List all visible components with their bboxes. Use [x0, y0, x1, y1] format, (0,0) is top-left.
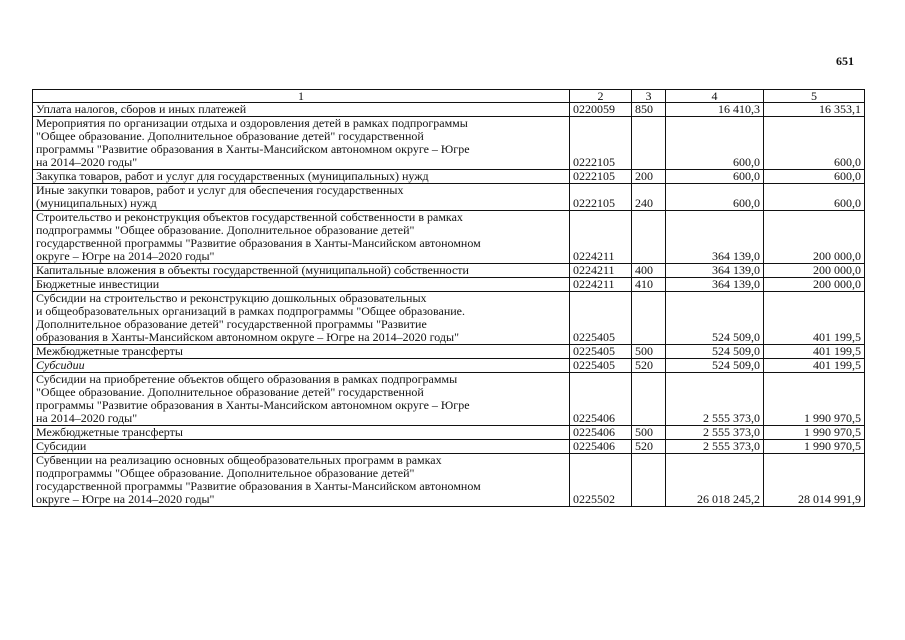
- cell-expense-type-text: 200: [635, 169, 653, 183]
- cell-description-text: Субвенции на реализацию основных общеобразовательных программ в рамках подпрограммы "Общее образование. Дополнительное образование детей" государственной программы "Развитие образования в Ханты-Мансийском автономном округе – Югре на 2014–2020 годы": [36, 453, 481, 506]
- cell-amount-5-text: 401 199,5: [813, 358, 861, 372]
- table-row: [33, 170, 865, 184]
- cell-description: [33, 103, 570, 117]
- cell-expense-type: [632, 103, 666, 117]
- budget-table: [32, 89, 865, 507]
- cell-description-text: Межбюджетные трансферты: [36, 344, 183, 358]
- cell-target-code: [570, 454, 632, 507]
- cell-expense-type: [632, 170, 666, 184]
- page-number: 651: [836, 54, 854, 68]
- cell-amount-5-text: 401 199,5: [813, 344, 861, 358]
- table-row: [33, 373, 865, 426]
- cell-description-text: Закупка товаров, работ и услуг для государственных (муниципальных) нужд: [36, 169, 429, 183]
- cell-description: [33, 440, 570, 454]
- cell-amount-5-text: 200 000,0: [813, 249, 861, 263]
- cell-description: [33, 184, 570, 211]
- cell-amount-4-text: 2 555 373,0: [703, 439, 760, 453]
- cell-amount-5-text: 600,0: [834, 155, 861, 169]
- table-row: [33, 211, 865, 264]
- cell-description-text: Субсидии на приобретение объектов общего образования в рамках подпрограммы "Общее образование. Дополнительное образование детей" государственной программы "Развитие образования в Ханты-Мансийском автономном округе – Югре на 2014–2020 годы": [36, 372, 470, 425]
- cell-description: [33, 117, 570, 170]
- cell-description: [33, 426, 570, 440]
- cell-target-code-text: 0225406: [573, 411, 615, 425]
- cell-target-code: [570, 170, 632, 184]
- cell-expense-type-text: 500: [635, 344, 653, 358]
- cell-expense-type-text: 400: [635, 263, 653, 277]
- cell-amount-5: [764, 292, 865, 345]
- cell-description: [33, 211, 570, 264]
- cell-amount-5: [764, 103, 865, 117]
- cell-target-code-text: 0225405: [573, 344, 615, 358]
- cell-expense-type-text: 240: [635, 196, 653, 210]
- cell-expense-type: [632, 184, 666, 211]
- cell-amount-4-text: 26 018 245,2: [697, 492, 760, 506]
- cell-expense-type-text: 500: [635, 425, 653, 439]
- table-row: [33, 184, 865, 211]
- cell-target-code-text: 0222105: [573, 196, 615, 210]
- cell-amount-4-text: 524 509,0: [712, 344, 760, 358]
- cell-description-text: Межбюджетные трансферты: [36, 425, 183, 439]
- cell-target-code-text: 0224211: [573, 263, 615, 277]
- cell-description-text: Субсидии: [36, 358, 85, 372]
- cell-target-code: [570, 103, 632, 117]
- cell-amount-5: [764, 184, 865, 211]
- cell-expense-type: [632, 278, 666, 292]
- col-header-code: 2: [570, 90, 632, 103]
- cell-amount-5-text: 200 000,0: [813, 277, 861, 291]
- col-header-amount-5: 5: [764, 90, 865, 103]
- cell-amount-4: [666, 264, 764, 278]
- cell-target-code: [570, 184, 632, 211]
- cell-amount-5-text: 600,0: [834, 169, 861, 183]
- cell-amount-5-text: 1 990 970,5: [804, 439, 861, 453]
- cell-target-code-text: 0225405: [573, 330, 615, 344]
- cell-description: [33, 454, 570, 507]
- cell-expense-type-text: 410: [635, 277, 653, 291]
- cell-expense-type: [632, 359, 666, 373]
- cell-expense-type: [632, 440, 666, 454]
- cell-amount-5-text: 401 199,5: [813, 330, 861, 344]
- table-row: [33, 440, 865, 454]
- cell-amount-4: [666, 440, 764, 454]
- cell-amount-4: [666, 359, 764, 373]
- cell-description: [33, 345, 570, 359]
- cell-amount-5: [764, 440, 865, 454]
- cell-target-code-text: 0225406: [573, 425, 615, 439]
- cell-amount-4: [666, 373, 764, 426]
- cell-amount-5-text: 1 990 970,5: [804, 411, 861, 425]
- cell-description-text: Уплата налогов, сборов и иных платежей: [36, 102, 247, 116]
- cell-description-text: Субсидии на строительство и реконструкцию дошкольных образовательных и общеобразовательных организаций в рамках подпрограммы "Общее образование. Дополнительное образование детей" государственной программы "Развитие образования в Ханты-Мансийском автономном округе – Югре на 2014–2020 годы": [36, 291, 465, 344]
- cell-target-code: [570, 211, 632, 264]
- cell-target-code-text: 0224211: [573, 249, 615, 263]
- cell-amount-5: [764, 359, 865, 373]
- cell-amount-4: [666, 278, 764, 292]
- cell-amount-4: [666, 345, 764, 359]
- cell-description: [33, 292, 570, 345]
- table-row: [33, 359, 865, 373]
- table-row: [33, 292, 865, 345]
- cell-target-code-text: 0225406: [573, 439, 615, 453]
- cell-expense-type: [632, 454, 666, 507]
- cell-target-code: [570, 345, 632, 359]
- cell-description: [33, 373, 570, 426]
- cell-amount-4: [666, 211, 764, 264]
- cell-expense-type-text: 850: [635, 102, 653, 116]
- cell-expense-type: [632, 264, 666, 278]
- cell-amount-5: [764, 454, 865, 507]
- cell-amount-4-text: 524 509,0: [712, 358, 760, 372]
- cell-amount-5-text: 16 353,1: [819, 102, 861, 116]
- cell-amount-5-text: 28 014 991,9: [798, 492, 861, 506]
- cell-amount-4-text: 600,0: [733, 169, 760, 183]
- cell-expense-type: [632, 117, 666, 170]
- table-row: [33, 454, 865, 507]
- cell-description-text: Иные закупки товаров, работ и услуг для обеспечения государственных (муниципальных) нужд: [36, 183, 404, 210]
- cell-expense-type: [632, 345, 666, 359]
- cell-amount-4-text: 600,0: [733, 155, 760, 169]
- cell-amount-4-text: 2 555 373,0: [703, 425, 760, 439]
- cell-target-code-text: 0220059: [573, 102, 615, 116]
- cell-amount-5: [764, 211, 865, 264]
- cell-amount-4: [666, 103, 764, 117]
- cell-amount-5: [764, 170, 865, 184]
- cell-target-code-text: 0222105: [573, 155, 615, 169]
- cell-amount-4: [666, 426, 764, 440]
- cell-amount-4-text: 600,0: [733, 196, 760, 210]
- cell-expense-type: [632, 292, 666, 345]
- table-row: [33, 264, 865, 278]
- cell-description-text: Строительство и реконструкция объектов государственной собственности в рамках подпрограммы "Общее образование. Дополнительное образование детей" государственной программы "Развитие образования в Ханты-Мансийском автономном округе – Югре на 2014–2020 годы": [36, 210, 481, 263]
- table-body: [33, 103, 865, 507]
- table-row: [33, 345, 865, 359]
- cell-amount-4: [666, 292, 764, 345]
- cell-target-code: [570, 373, 632, 426]
- cell-amount-5-text: 1 990 970,5: [804, 425, 861, 439]
- cell-target-code: [570, 292, 632, 345]
- cell-expense-type-text: 520: [635, 439, 653, 453]
- cell-amount-5: [764, 345, 865, 359]
- cell-amount-5: [764, 264, 865, 278]
- cell-target-code-text: 0225502: [573, 492, 615, 506]
- cell-target-code-text: 0224211: [573, 277, 615, 291]
- cell-amount-4-text: 16 410,3: [718, 102, 760, 116]
- table-row: [33, 103, 865, 117]
- cell-amount-4: [666, 454, 764, 507]
- cell-expense-type: [632, 373, 666, 426]
- cell-target-code: [570, 278, 632, 292]
- cell-expense-type: [632, 211, 666, 264]
- cell-description: [33, 359, 570, 373]
- cell-target-code: [570, 264, 632, 278]
- cell-amount-4: [666, 170, 764, 184]
- cell-target-code: [570, 440, 632, 454]
- cell-description: [33, 170, 570, 184]
- cell-amount-5-text: 200 000,0: [813, 263, 861, 277]
- cell-expense-type-text: 520: [635, 358, 653, 372]
- cell-description-text: Капитальные вложения в объекты государственной (муниципальной) собственности: [36, 263, 469, 277]
- cell-description: [33, 264, 570, 278]
- cell-description-text: Бюджетные инвестиции: [36, 277, 160, 291]
- cell-target-code: [570, 359, 632, 373]
- cell-amount-5: [764, 117, 865, 170]
- table-row: [33, 278, 865, 292]
- col-header-description: 1: [33, 90, 570, 103]
- cell-amount-4-text: 364 139,0: [712, 249, 760, 263]
- cell-amount-5: [764, 373, 865, 426]
- cell-amount-5: [764, 426, 865, 440]
- cell-amount-4: [666, 184, 764, 211]
- cell-description: [33, 278, 570, 292]
- cell-amount-4-text: 364 139,0: [712, 277, 760, 291]
- cell-target-code: [570, 117, 632, 170]
- cell-target-code-text: 0222105: [573, 169, 615, 183]
- cell-description-text: Субсидии: [36, 439, 87, 453]
- cell-amount-5: [764, 278, 865, 292]
- cell-amount-4: [666, 117, 764, 170]
- cell-target-code: [570, 426, 632, 440]
- cell-description-text: Мероприятия по организации отдыха и оздоровления детей в рамках подпрограммы "Общее образование. Дополнительное образование детей" государственной программы "Развитие образования в Ханты-Мансийском автономном округе – Югре на 2014–2020 годы": [36, 116, 470, 169]
- cell-expense-type: [632, 426, 666, 440]
- table-header-row: [33, 90, 865, 103]
- cell-amount-5-text: 600,0: [834, 196, 861, 210]
- cell-amount-4-text: 524 509,0: [712, 330, 760, 344]
- table-row: [33, 426, 865, 440]
- col-header-amount-4: 4: [666, 90, 764, 103]
- col-header-type: 3: [632, 90, 666, 103]
- cell-target-code-text: 0225405: [573, 358, 615, 372]
- table-row: [33, 117, 865, 170]
- cell-amount-4-text: 2 555 373,0: [703, 411, 760, 425]
- cell-amount-4-text: 364 139,0: [712, 263, 760, 277]
